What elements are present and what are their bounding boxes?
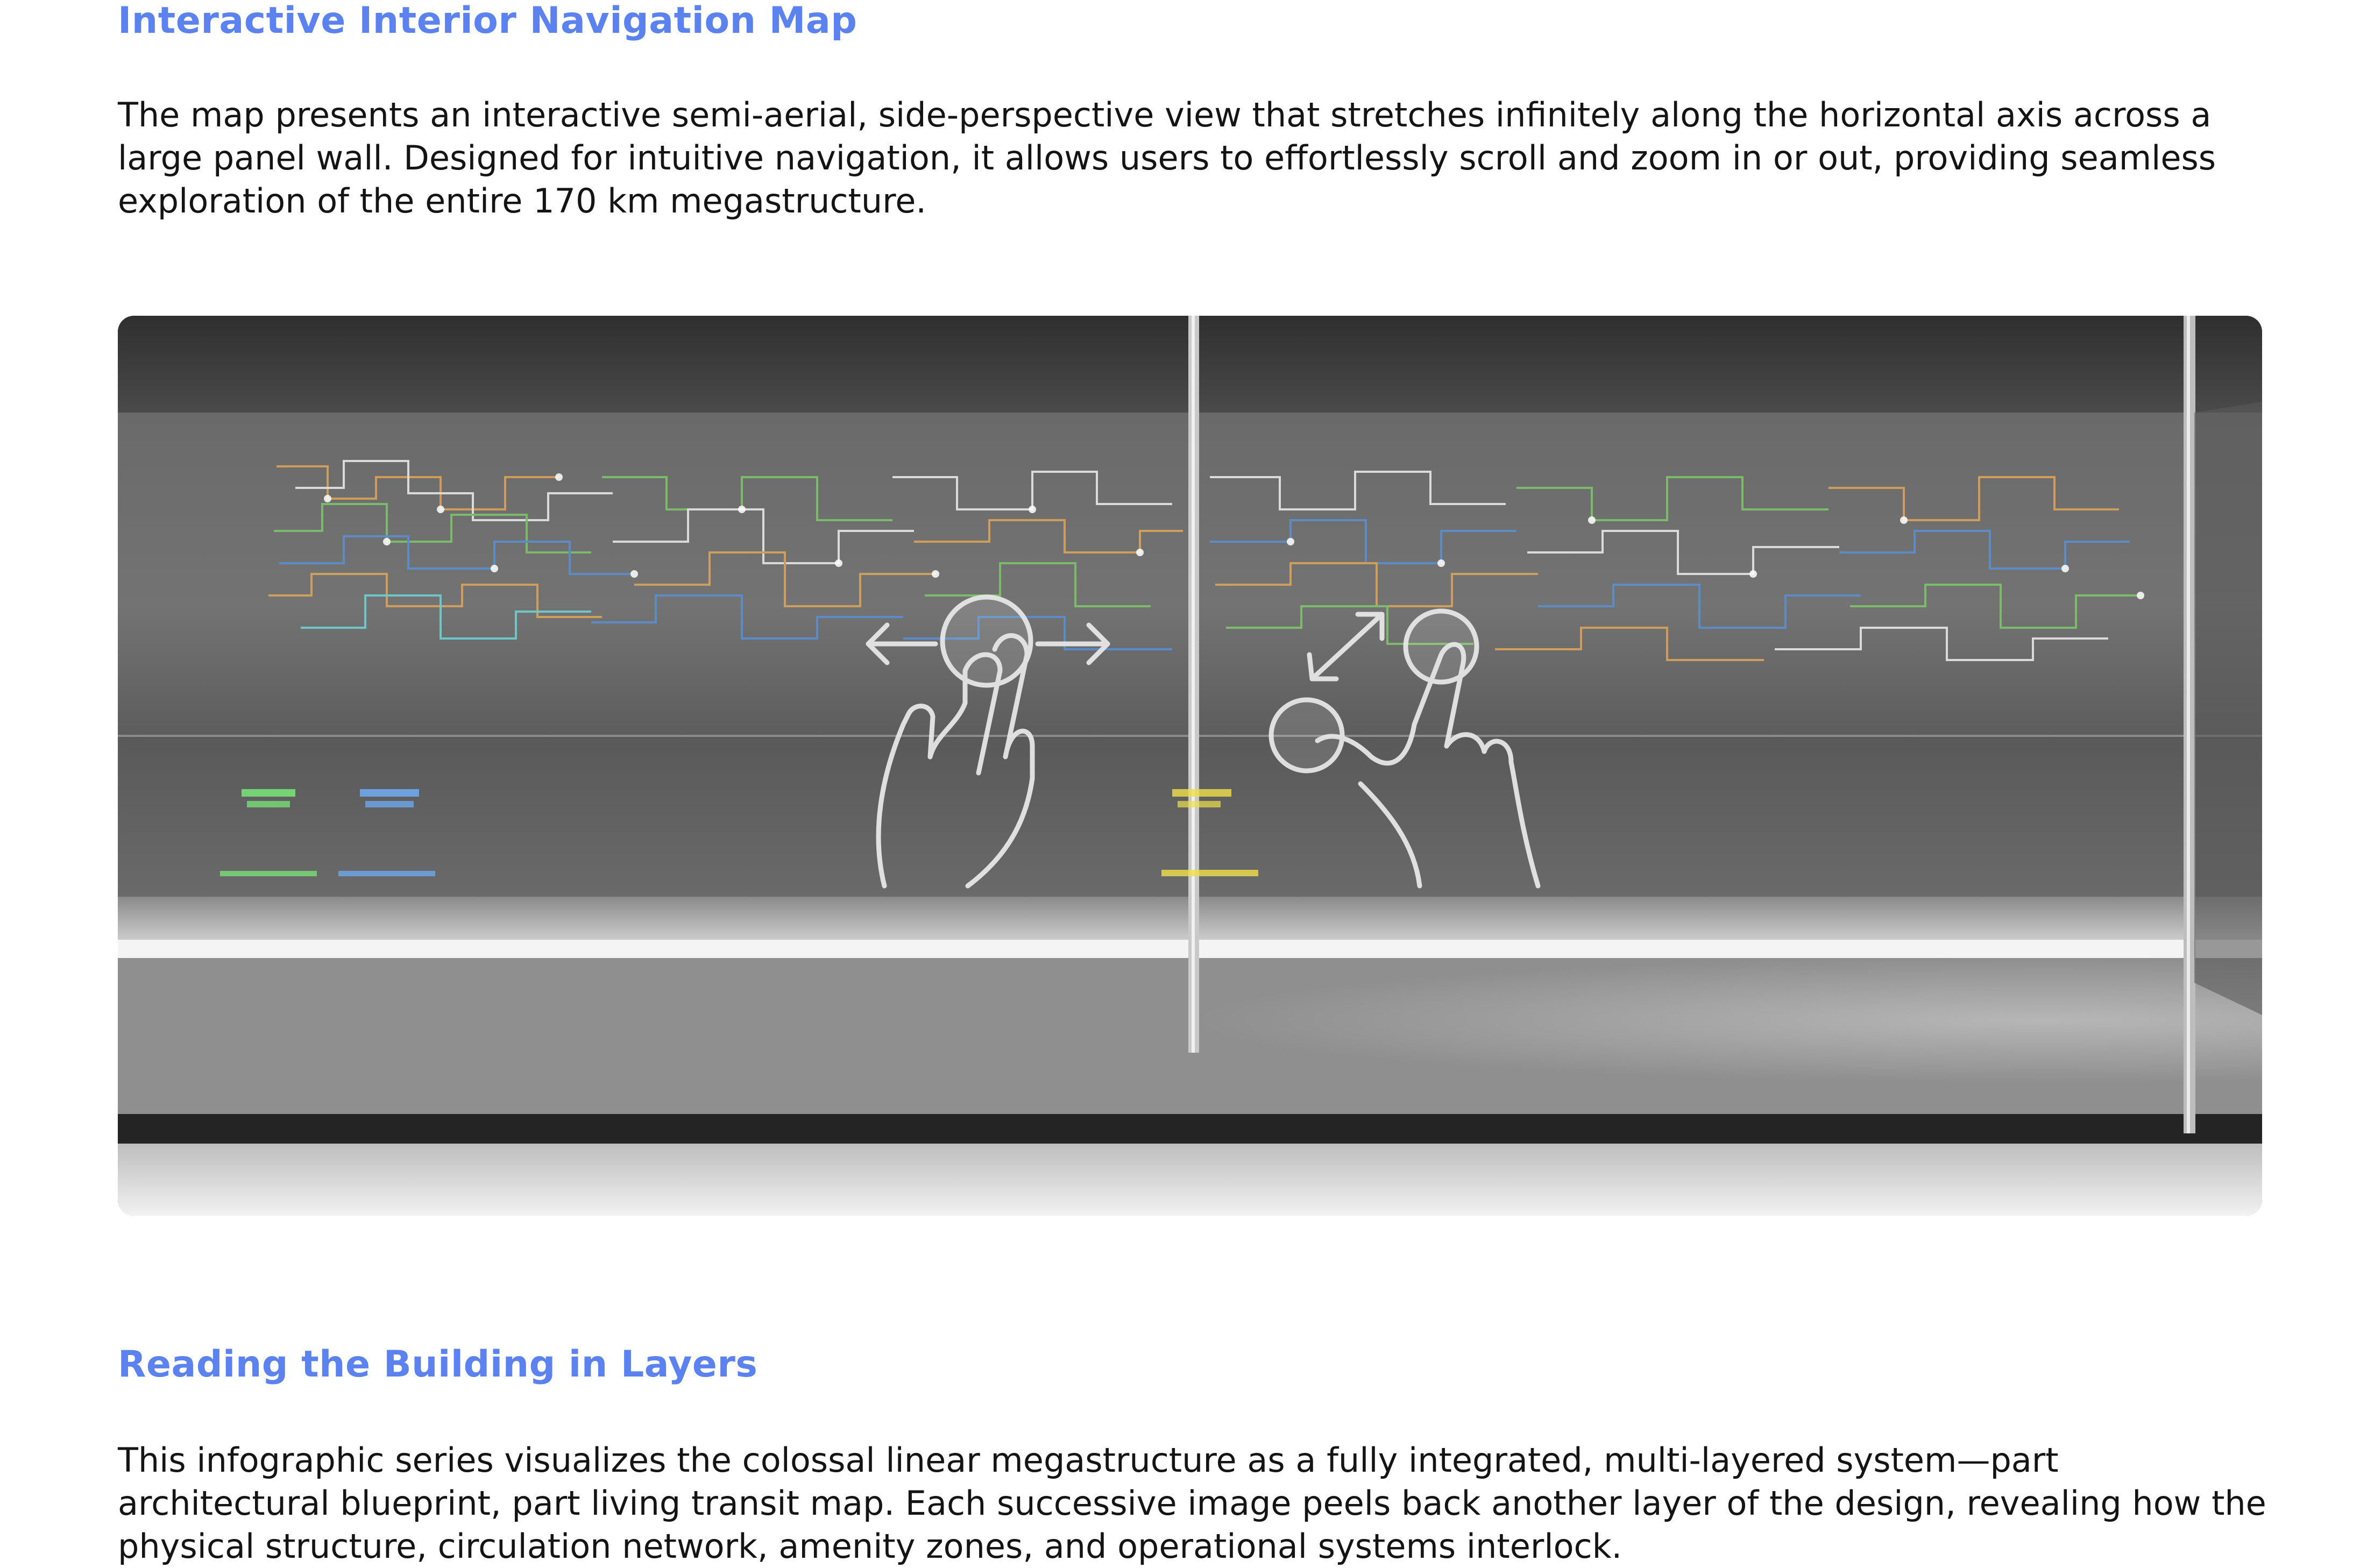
section-description-building-layers: This infographic series visualizes the colossal linear megastructure as a fully integrated, multi-layered system—part architectural blueprint, part living transit map. Each successive image peels back another layer of the design, revealing how the physical structure, circulation network, amenity zones, and operational systems interlock.	[118, 1441, 2266, 1566]
navigation-map-render-image	[118, 316, 2262, 1216]
section-title-navigation-map: Interactive Interior Navigation Map	[118, 0, 857, 42]
section-title-building-layers: Reading the Building in Layers	[118, 1343, 758, 1386]
section-description-navigation-map: The map presents an interactive semi-aerial, side-perspective view that stretches infinitely along the horizontal axis across a large panel wall. Designed for intuitive navigation, it allows users to effortlessly scroll and zoom in or out, providing seamless exploration of the entire 170 km megastructure.	[118, 95, 2216, 221]
